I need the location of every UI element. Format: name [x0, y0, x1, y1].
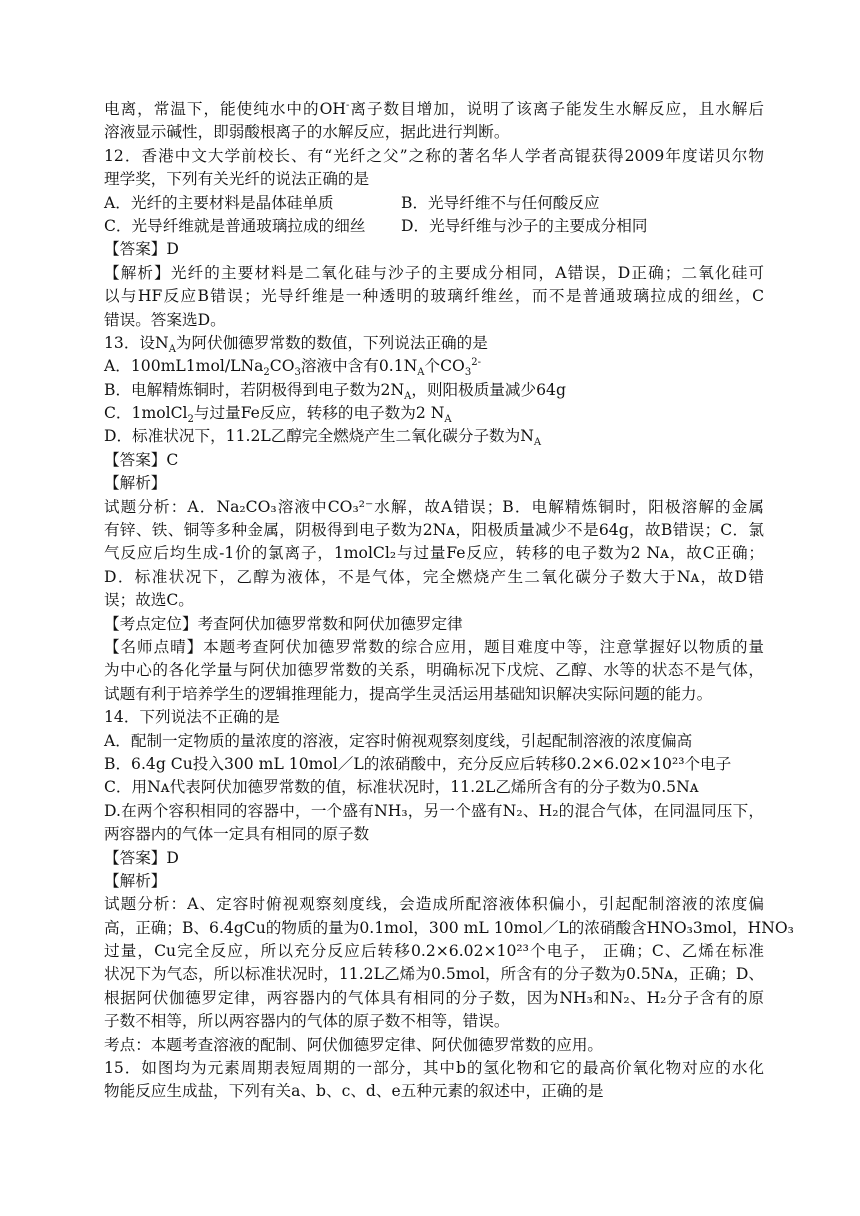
answer-line: 【答案】D [104, 240, 179, 259]
explanation-line: 错误。答案选D。 [104, 310, 226, 329]
option-d: D.在两个容积相同的容器中，一个盛有NH₃，另一个盛有N₂、H₂的混合气体，在同温同压下， [104, 801, 764, 820]
explanation-heading: 【解析】 [104, 474, 167, 493]
option-c: C．用Nᴀ代表阿伏加德罗常数的值，标准状况时，11.2L乙烯所含有的分子数为0.5Nᴀ [104, 778, 699, 797]
question-13-stem: 13．设$N_A$为阿伏伽德罗常数的数值，下列说法正确的是 [104, 333, 488, 356]
option-b: B．6.4g Cu投入300 mL 10mol／L的浓硝酸中，充分反应后转移0.2×6.02×10²³个电子 [104, 754, 732, 773]
option-c: C．1molCl$_2$与过量Fe反应，转移的电子数为2 $N_A$ [104, 404, 452, 426]
text-line: 电离，常温下，能使纯水中的OH-离子数目增加，说明了该离子能发生水解反应，且水解后 [104, 99, 764, 118]
option-c: C．光导纤维就是普通玻璃拉成的细丝 [104, 216, 366, 235]
topic-line: 【考点定位】考查阿伏加德罗常数和阿伏加德罗定律 [104, 614, 463, 633]
explanation-heading: 【解析】 [104, 871, 167, 890]
explanation-line: 以与HF反应B错误；光导纤维是一种透明的玻璃纤维丝，而不是普通玻璃拉成的细丝，C [104, 287, 764, 306]
question-14-stem: 14．下列说法不正确的是 [104, 708, 280, 727]
answer-line: 【答案】C [104, 450, 179, 469]
explanation-line: 气反应后均生成-1价的氯离子，1molCl₂与过量Fe反应，转移的电子数为2 Nᴀ，故C正确； [104, 544, 764, 563]
teacher-note-line: 【名师点晴】本题考查阿伏加德罗常数的综合应用，题目难度中等，注意掌握好以物质的量 [104, 637, 764, 656]
explanation-line: 状况下为气态，所以标准状况时，11.2L乙烯为0.5mol，所含有的分子数为0.5Nᴀ，正确；D、 [104, 965, 764, 984]
topic-line: 考点：本题考查溶液的配制、阿伏伽德罗定律、阿伏伽德罗常数的应用。 [104, 1035, 604, 1054]
teacher-note-line: 试题有利于培养学生的逻辑推理能力，提高学生灵活运用基础知识解决实际问题的能力。 [104, 684, 713, 703]
question-15-stem: 物能反应生成盐，下列有关a、b、c、d、e五种元素的叙述中，正确的是 [104, 1082, 604, 1101]
explanation-line: D．标准状况下，乙醇为液体，不是气体，完全燃烧产生二氧化碳分子数大于Nᴀ，故D错 [104, 567, 764, 586]
explanation-line: 试题分析：A、定容时俯视观察刻度线，会造成所配溶液体积偏小，引起配制溶液的浓度偏 [104, 895, 764, 914]
question-12-options-cd [104, 215, 764, 238]
text-line: 溶液显示碱性，即弱酸根离子的水解反应，据此进行判断。 [104, 123, 510, 142]
question-12-stem: 理学奖，下列有关光纤的说法正确的是 [104, 170, 370, 189]
option-a: A．$100mL1mol/LNa_2CO_3$溶液中含有$0.1N_A$个$CO_3^{2-}$ [104, 357, 481, 379]
question-12-stem: 12．香港中文大学前校长、有“光纤之父”之称的著名华人学者高锟获得2009年度诺贝尔物 [104, 146, 764, 165]
explanation-line: 试题分析：A．Na₂CO₃溶液中CO₃²⁻水解，故A错误；B．电解精炼铜时，阳极溶解的金属 [104, 497, 764, 516]
explanation-line: 有锌、铁、铜等多种金属，阴极得到电子数为2Nᴀ，阳极质量减少不是64g，故B错误；C．氯 [104, 521, 764, 540]
option-b: B．电解精炼铜时，若阴极得到电子数为$2N_A$，则阳极质量减少64g [104, 380, 566, 402]
explanation-line: 根据阿伏伽德罗定律，两容器内的气体具有相同的分子数，因为NH₃和N₂、H₂分子含有的原 [104, 988, 764, 1007]
option-a: A．配制一定物质的量浓度的溶液，定容时俯视观察刻度线，引起配制溶液的浓度偏高 [104, 731, 693, 750]
explanation-line: 过量，Cu完全反应，所以充分反应后转移0.2×6.02×10²³个电子， 正确；C、乙烯在标准 [104, 942, 764, 961]
teacher-note-line: 为中心的各化学量与阿伏加德罗常数的关系，明确标况下戊烷、乙醇、水等的状态不是气体， [104, 661, 764, 680]
option-d: D．标准状况下，11.2L乙醇完全燃烧产生二氧化碳分子数为$N_A$ [104, 427, 542, 449]
option-b: B．光导纤维不与任何酸反应 [401, 193, 600, 212]
option-d: 两容器内的气体一定具有相同的原子数 [104, 825, 370, 844]
explanation-line: 高，正确；B、6.4gCu的物质的量为0.1mol，300 mL 10mol／L的浓硝酸含HNO₃3mol，HNO₃ [104, 918, 794, 937]
option-a: A．光纤的主要材料是晶体硅单质 [104, 193, 334, 212]
question-15-stem: 15．如图均为元素周期表短周期的一部分，其中b的氢化物和它的最高价氧化物对应的水化 [104, 1059, 764, 1078]
question-12-options-ab [104, 192, 764, 215]
explanation-line: 误；故选C。 [104, 591, 194, 610]
answer-line: 【答案】D [104, 848, 179, 867]
explanation-line: 【解析】光纤的主要材料是二氧化硅与沙子的主要成分相同，A错误，D正确；二氧化硅可 [104, 263, 764, 282]
document-body [104, 98, 794, 1104]
explanation-line: 子数不相等，所以两容器内的气体的原子数不相等，错误。 [104, 1012, 510, 1031]
option-d: D．光导纤维与沙子的主要成分相同 [401, 216, 648, 235]
